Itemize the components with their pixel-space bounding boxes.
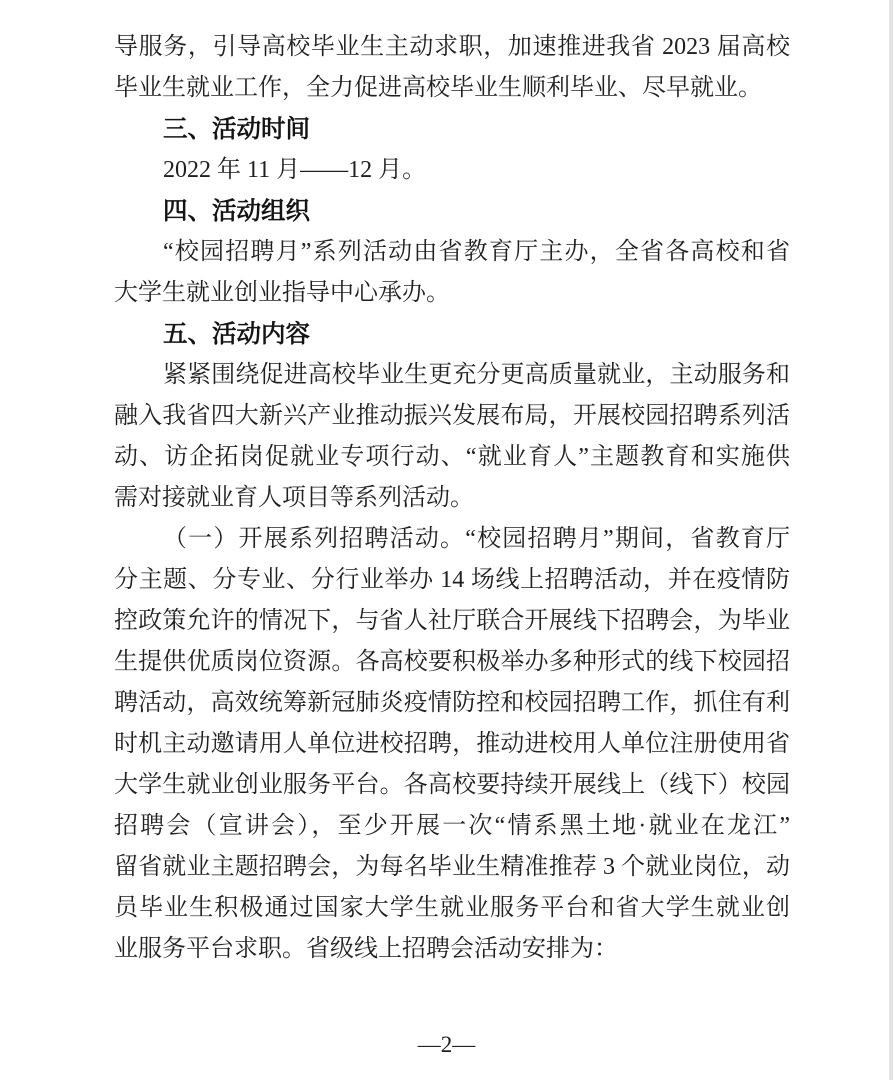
page-number: —2— [417, 1032, 476, 1057]
text-segment: 需对接就业育人项目等系列活动。 [114, 485, 474, 511]
doc-line [114, 355, 790, 396]
text-segment: 五、活动内容 [163, 321, 310, 348]
text-segment: 生提供优质岗位资源。各高校要积极举办多种形式的线下校园招 [114, 649, 790, 675]
doc-line [114, 683, 790, 724]
text-segment: 融入我省四大新兴产业推动振兴发展布局，开展校园招聘系列活 [114, 403, 790, 429]
text-segment: 四、活动组织 [163, 198, 310, 225]
doc-line [114, 806, 790, 847]
doc-line [114, 642, 790, 683]
text-segment: “校园招聘月”系列活动由省教育厅主办，全省各高校和省 [163, 239, 790, 265]
subsection-title: （一）开展系列招聘活动。 [163, 526, 466, 552]
text-segment: 导服务，引导高校毕业生主动求职，加速推进我省 2023 届高校 [114, 34, 790, 60]
text-segment: 聘活动，高效统筹新冠肺炎疫情防控和校园招聘工作，抓住有利 [114, 690, 790, 716]
doc-line [114, 888, 790, 929]
doc-line [114, 847, 790, 888]
doc-line [114, 724, 790, 765]
text-segment: 三、活动时间 [163, 116, 310, 143]
text-segment: 动、访企拓岗促就业专项行动、“就业育人”主题教育和实施供 [114, 444, 790, 470]
section-heading [114, 314, 790, 355]
doc-line [114, 437, 790, 478]
text-segment: 紧紧围绕促进高校毕业生更充分更高质量就业，主动服务和 [163, 362, 790, 388]
text-segment: 业服务平台求职。省级线上招聘会活动安排为： [114, 936, 618, 962]
doc-line [114, 396, 790, 437]
doc-line [114, 232, 790, 273]
doc-line [114, 27, 790, 68]
text-segment: 留省就业主题招聘会，为每名毕业生精准推荐 3 个就业岗位，动 [114, 854, 790, 880]
text-segment: 控政策允许的情况下，与省人社厅联合开展线下招聘会，为毕业 [114, 608, 790, 634]
doc-line [114, 601, 790, 642]
text-segment: 时机主动邀请用人单位进校招聘，推动进校用人单位注册使用省 [114, 731, 790, 757]
doc-line [114, 273, 790, 314]
text-segment: 大学生就业创业指导中心承办。 [114, 280, 450, 306]
text-segment: 招聘会（宣讲会），至少开展一次“情系黑土地·就业在龙江” [114, 813, 790, 839]
page-edge-strip [889, 0, 893, 1080]
doc-line [114, 929, 790, 970]
doc-line [114, 68, 790, 109]
doc-line [114, 560, 790, 601]
doc-line [114, 150, 790, 191]
text-segment: “校园招聘月”期间，省教育厅 [465, 526, 790, 552]
text-segment: 分主题、分专业、分行业举办 14 场线上招聘活动，并在疫情防 [114, 567, 790, 593]
doc-line [114, 478, 790, 519]
document-body [114, 27, 790, 970]
section-heading [114, 191, 790, 232]
doc-line [114, 765, 790, 806]
text-segment: 2022 年 11 月——12 月。 [163, 157, 427, 183]
text-segment: 毕业生就业工作，全力促进高校毕业生顺利毕业、尽早就业。 [114, 75, 762, 101]
text-segment: 大学生就业创业服务平台。各高校要持续开展线上（线下）校园 [114, 772, 790, 798]
doc-line [114, 519, 790, 560]
text-segment: 员毕业生积极通过国家大学生就业服务平台和省大学生就业创 [114, 895, 790, 921]
section-heading [114, 109, 790, 150]
